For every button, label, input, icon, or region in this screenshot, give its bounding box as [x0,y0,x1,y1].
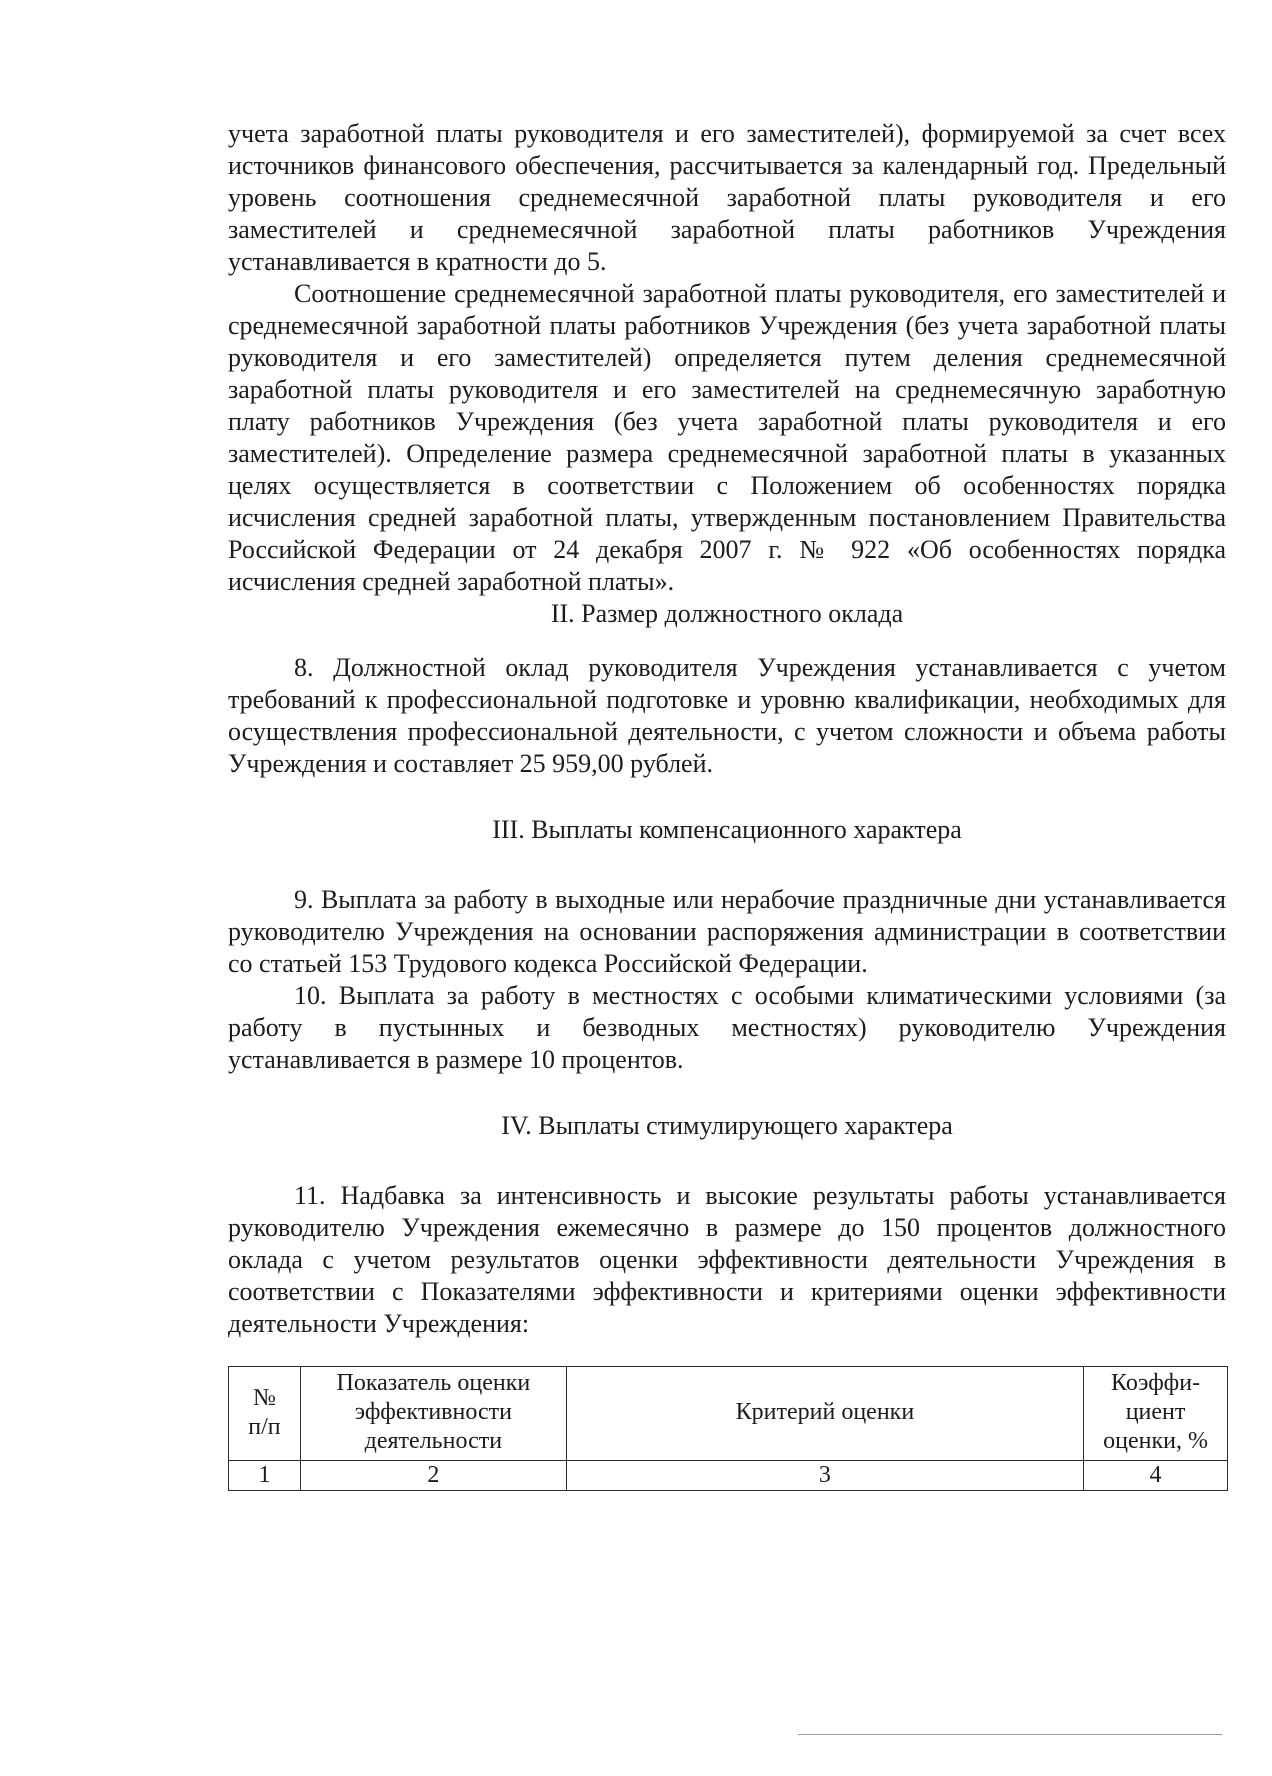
table-header-row [229,1367,1228,1461]
column-number-4: 4 [1084,1461,1228,1491]
paragraph-11: 11. Надбавка за интенсивность и высокие результаты работы устанавливается руководителю Учреждения ежемесячно в размере до 150 процентов должностного оклада с учетом результатов оценки эффективности деятельности Учреждения в соответствии с Показателями эффективности и критериями оценки эффективности деятельности Учреждения: [228,1181,1226,1338]
section-heading-4: IV. Выплаты стимулирующего характера [501,1111,953,1140]
paragraph-continuation: учета заработной платы руководителя и его заместителей), формируемой за счет всех источников финансового обеспечения, рассчитывается за календарный год. Предельный уровень соотношения среднемесячной заработной платы руководителя и его заместителей и среднемесячной заработной платы работников Учреждения устанавливается в кратности до 5. [228,119,1226,276]
table-row [229,1461,1228,1491]
header-criterion: Критерий оценки [566,1367,1083,1461]
section-heading-2: II. Размер должностного оклада [550,599,904,628]
column-number-2: 2 [300,1461,566,1491]
paragraph-10: 10. Выплата за работу в местностях с особыми климатическими условиями (за работу в пустынных и безводных местностях) руководителю Учреждения устанавливается в размере 10 процентов. [228,981,1226,1074]
column-number-3: 3 [566,1461,1083,1491]
paragraph-ratio: Соотношение среднемесячной заработной платы руководителя, его заместителей и среднемесячной заработной платы работников Учреждения (без учета заработной платы руководителя и его заместителей) определяется путем деления среднемесячной заработной платы руководителя и его заместителей на среднемесячную заработную плату работников Учреждения (без учета заработной платы руководителя и его заместителей). Определение размера среднемесячной заработной платы в указанных целях осуществляется в соответствии с Положением об особенностях порядка исчисления средней заработной платы, утвержденным постановлением Правительства Российской Федерации от 24 декабря 2007 г. № 922 «Об особенностях порядка исчисления средней заработной платы». [228,279,1226,596]
footer-divider [798,1734,1222,1735]
document-page [228,118,1226,1491]
header-indicator: Показатель оценки эффективности деятельности [300,1367,566,1461]
section-heading-3: III. Выплаты компенсационного характера [492,815,962,844]
header-coefficient: Коэффи- циент оценки, % [1084,1367,1228,1461]
header-number: № п/п [229,1367,301,1461]
column-number-1: 1 [229,1461,301,1491]
criteria-table [228,1366,1228,1491]
paragraph-9: 9. Выплата за работу в выходные или нерабочие праздничные дни устанавливается руководителю Учреждения на основании распоряжения администрации в соответствии со статьей 153 Трудового кодекса Российской Федерации. [228,885,1226,978]
paragraph-8: 8. Должностной оклад руководителя Учреждения устанавливается с учетом требований к профессиональной подготовке и уровню квалификации, необходимых для осуществления профессиональной деятельности, с учетом сложности и объема работы Учреждения и составляет 25 959,00 рублей. [228,653,1226,778]
